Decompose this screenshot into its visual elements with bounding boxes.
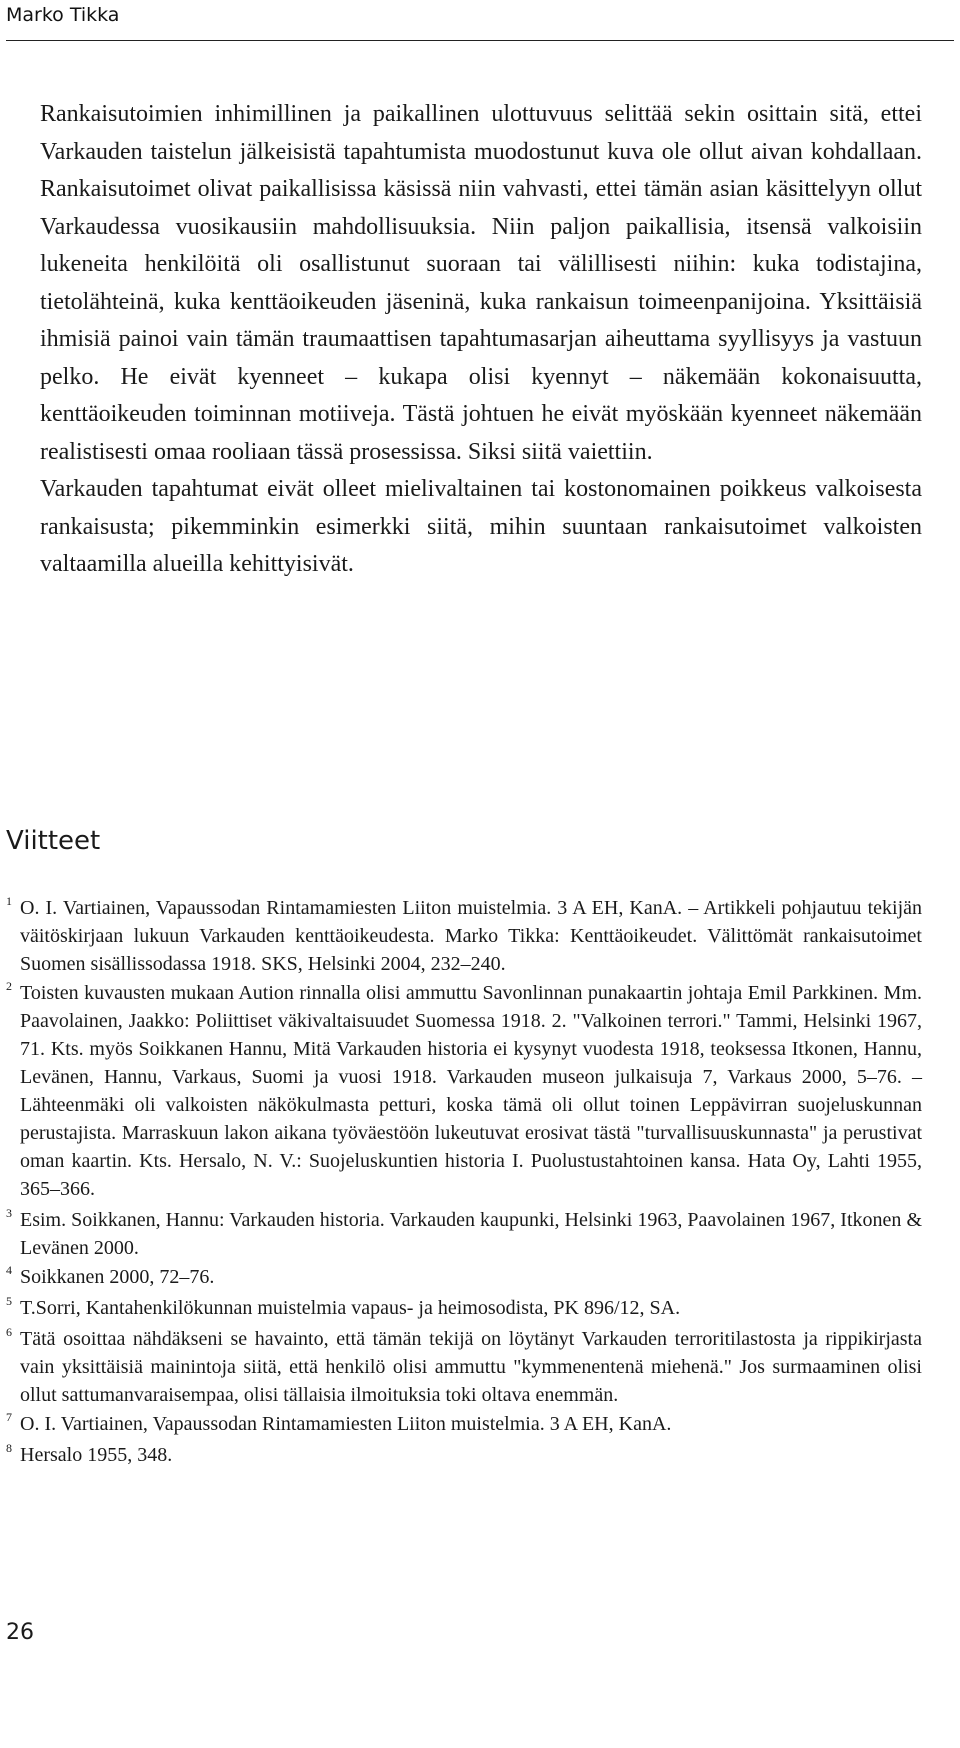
note-text: Tätä osoittaa nähdäkseni se havainto, että tämän tekijä on löytänyt Varkauden terroritilastosta ja rippikirjasta vain yksittäisiä mainintoja siitä, että henkilö olisi ammuttu "kymmenentenä miehenä." Jos surmaaminen olisi ollut sattumanvaraisempaa, olisi tällaisia ilmoituksia toki oltava enemmän.	[20, 1328, 922, 1406]
page-number: 26	[6, 1620, 34, 1645]
note-item	[6, 1263, 922, 1293]
header-rule	[6, 40, 954, 41]
note-item	[6, 1294, 922, 1324]
notes-heading: Viitteet	[6, 826, 101, 856]
note-text: Toisten kuvausten mukaan Aution rinnalla olisi ammuttu Savonlinnan punakaartin johtaja Emil Parkkinen. Mm. Paavolainen, Jaakko: Poliittiset väkivaltaisuudet Suomessa 1918. 2. "Valkoinen terrori." Tammi, Helsinki 1967, 71. Kts. myös Soikkanen Hannu, Mitä Varkauden historia ei kysynyt vuodesta 1918, teoksessa Itkonen, Hannu, Levänen, Hannu, Varkaus, Suomi ja vuosi 1918. Varkauden museon julkaisuja 7, Varkaus 2000, 5–76. – Lähteenmäki oli valkoisten näkökulmasta petturi, koska tämä oli ollut toinen Leppävirran suojeluskunnan perustajista. Marraskuun lakon aikana työväestöön lukeutuvat erosivat tästä "turvallisuuskunnasta" ja perustivat oman kaartin. Kts. Hersalo, N. V.: Suojeluskuntien historia I. Puolustustahtoinen kansa. Hata Oy, Lahti 1955, 365–366.	[20, 982, 922, 1200]
note-text: O. I. Vartiainen, Vapaussodan Rintamamiesten Liiton muistelmia. 3 A EH, KanA. – Artikkeli pohjautuu tekijän väitöskirjaan lukuun Varkauden kenttäoikeudesta. Marko Tikka: Kenttäoikeudet. Välittömät rankaisutoimet Suomen sisällissodassa 1918. SKS, Helsinki 2004, 232–240.	[20, 897, 922, 975]
note-text: Hersalo 1955, 348.	[20, 1444, 173, 1466]
paragraph-2: Varkauden tapahtumat eivät olleet mielivaltainen tai kostonomainen poikkeus valkoisesta rankaisusta; pikemminkin esimerkki siitä, mihin suuntaan rankaisutoimet valkoisten valtaamilla alueilla kehittyisivät.	[40, 476, 922, 577]
body-text	[40, 96, 922, 584]
note-item	[6, 1410, 922, 1440]
note-text: T.Sorri, Kantahenkilökunnan muistelmia vapaus- ja heimosodista, PK 896/12, SA.	[20, 1297, 681, 1319]
note-item	[6, 1441, 922, 1471]
note-item	[6, 979, 922, 1203]
note-number: 2	[6, 979, 12, 993]
paragraph-1: Rankaisutoimien inhimillinen ja paikallinen ulottuvuus selittää sekin osittain sitä, ettei Varkauden taistelun jälkeisistä tapahtumista muodostunut kuva ole ollut aivan kohdallaan. Rankaisutoimet olivat paikallisissa käsissä niin vahvasti, ettei tämän asian käsittelyyn ollut Varkaudessa vuosikausiin mahdollisuuksia. Niin paljon paikallisia, itsensä valkoisiin lukeneita henkilöitä oli osallistunut suoraan tai välillisesti niihin: kuka todistajina, tietolähteinä, kuka kenttäoikeuden jäseninä, kuka rankaisun toimeenpanijoina. Yksittäisiä ihmisiä painoi vain tämän traumaattisen tapahtumasarjan aiheuttama syyllisyys ja vastuun pelko. He eivät kyenneet – kukapa olisi kyennyt – näkemään kokonaisuutta, kenttäoikeuden toiminnan motiiveja. Tästä johtuen he eivät myöskään kyenneet näkemään realistisesti omaa rooliaan tässä prosessissa. Siksi siitä vaiettiin.	[40, 101, 922, 465]
note-text: O. I. Vartiainen, Vapaussodan Rintamamiesten Liiton muistelmia. 3 A EH, KanA.	[20, 1413, 672, 1435]
running-head: Marko Tikka	[6, 4, 120, 26]
note-number: 6	[6, 1325, 12, 1339]
note-text: Esim. Soikkanen, Hannu: Varkauden historia. Varkauden kaupunki, Helsinki 1963, Paavolainen 1967, Itkonen & Levänen 2000.	[20, 1209, 922, 1259]
notes-list	[6, 894, 922, 1472]
note-item	[6, 1206, 922, 1262]
note-number: 7	[6, 1410, 12, 1424]
note-text: Soikkanen 2000, 72–76.	[20, 1266, 215, 1288]
note-number: 4	[6, 1263, 12, 1277]
note-number: 1	[6, 894, 12, 908]
note-number: 3	[6, 1206, 12, 1220]
note-number: 5	[6, 1294, 12, 1308]
note-item	[6, 894, 922, 978]
note-number: 8	[6, 1441, 12, 1455]
note-item	[6, 1325, 922, 1409]
